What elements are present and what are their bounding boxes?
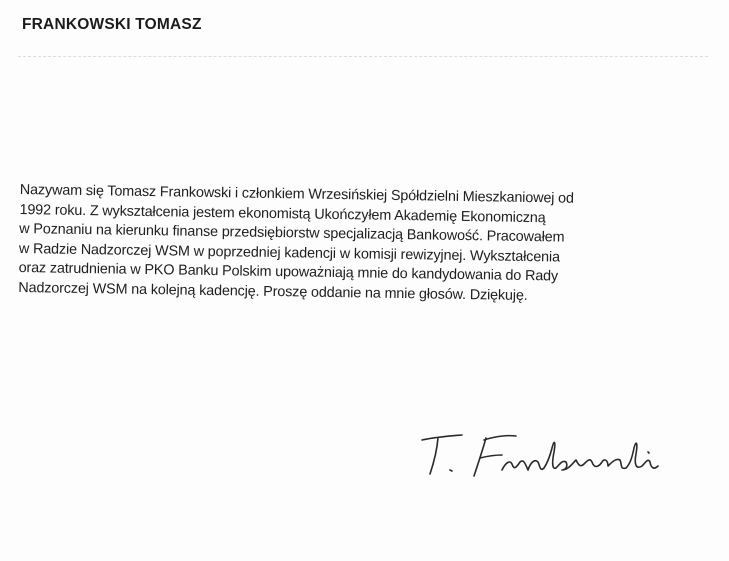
- signature-stroke: [502, 442, 658, 470]
- signature-stroke: [484, 436, 516, 440]
- signature-drawing: [416, 418, 676, 498]
- candidate-statement: [18, 181, 720, 309]
- signature-stroke: [430, 438, 438, 474]
- signature-stroke: [648, 452, 649, 453]
- statement-line: w Poznaniu na kierunku finanse przedsiębiorstw specjalizacją Bankowość. Pracowałem: [19, 220, 565, 246]
- statement-line: Nadzorczej WSM na kolejną kadencję. Proszę oddanie na mnie głosów. Dziękuję.: [18, 279, 528, 304]
- statement-line: Nazywam się Tomasz Frankowski i członkiem Wrzesińskiej Spółdzielni Mieszkaniowej od: [19, 181, 574, 207]
- handwritten-signature: [416, 418, 676, 498]
- statement-line: 1992 roku. Z wykształcenia jestem ekonomistą Ukończyłem Akademię Ekonomiczną: [19, 201, 546, 226]
- statement-line: w Radzie Nadzorczej WSM w poprzedniej kadencji w komisji rewizyjnej. Wykształcenia: [18, 240, 560, 265]
- scan-artifact-divider: [18, 56, 708, 57]
- candidate-name-heading: FRANKOWSKI TOMASZ: [22, 16, 202, 33]
- signature-stroke: [480, 455, 502, 458]
- signature-stroke: [450, 470, 452, 471]
- statement-line: oraz zatrudnienia w PKO Banku Polskim upoważniają mnie do kandydowania do Rady: [18, 259, 559, 285]
- signature-stroke: [422, 435, 462, 440]
